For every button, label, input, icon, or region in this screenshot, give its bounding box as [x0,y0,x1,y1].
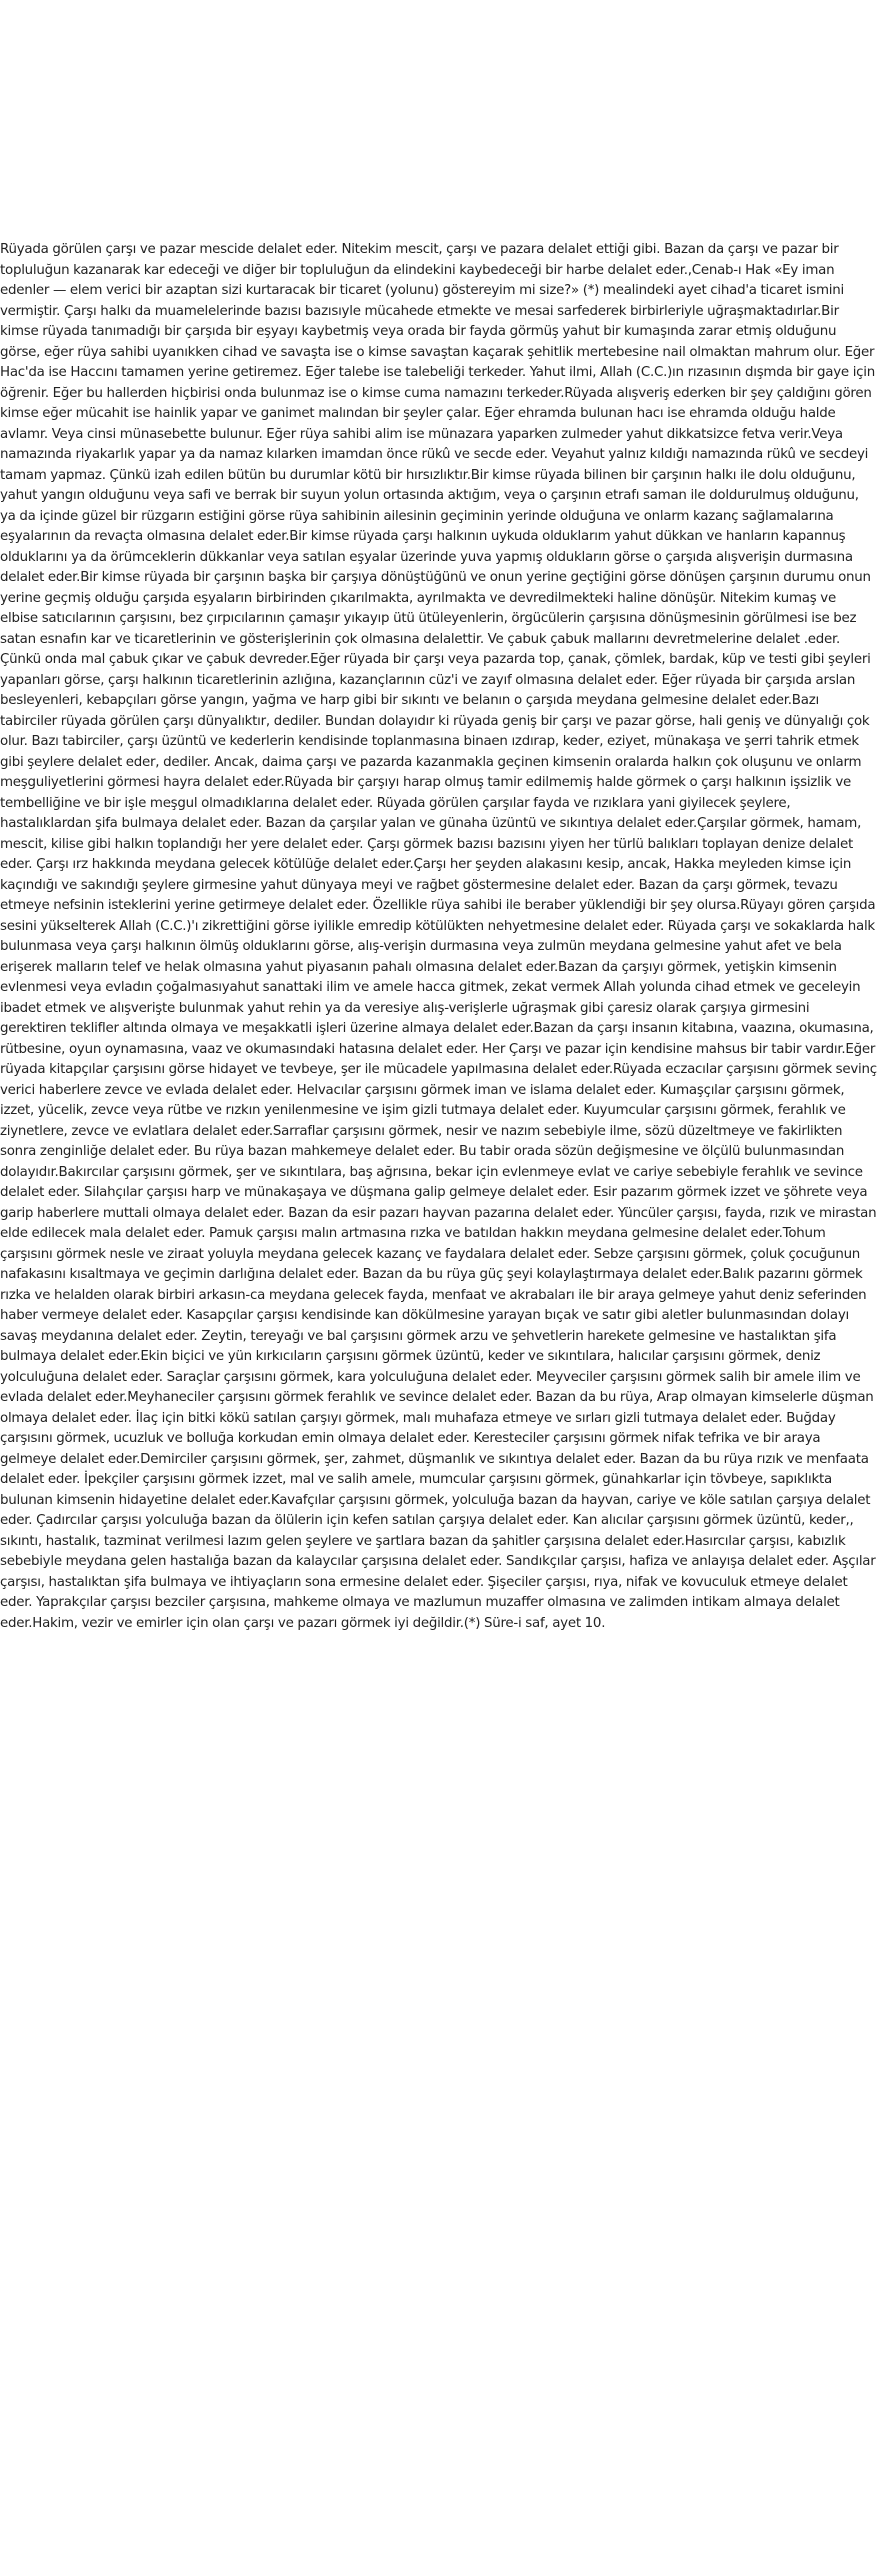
article [0,240,880,1634]
article-body: Rüyada görülen çarşı ve pazar mescide delalet eder. Nitekim mescit, çarşı ve pazara delalet ettiği gibi. Bazan da çarşı ve pazar bir topluluğun kazanarak kar edeceği ve diğer bir topluluğun da elindekini kaybedeceği bir harbe delalet eder.,Cenab-ı Hak «Ey iman edenler — elem verici bir azaptan sizi kurtaracak bir ticaret (yolunu) göstereyim mi size?» (*) mealindeki ayet cihad'a ticaret ismini vermiştir. Çarşı halkı da muamelelerinde bazısı bazısıyle mücahede etmekte ve mesai sarfederek birbirleriyle uğraşmaktadırlar.Bir kimse rüyada tanımadığı bir çarşıda bir eşyayı kaybetmiş veya orada bir fayda görmüş yahut bir kumaşında zarar etmiş olduğunu görse, eğer rüya sahibi uyanıkken cihad ve savaşta ise o kimse savaştan kaçarak şehitlik mertebesine nail olmaktan mahrum olur. Eğer Hac'da ise Haccını tamamen yerine getiremez. Eğer talebe ise talebeliği terkeder. Yahut ilmi, Allah (C.C.)ın rızasının dışmda bir gaye için öğrenir. Eğer bu hallerden hiçbirisi onda bulunmaz ise o kimse cuma namazını terkeder.Rüyada alışveriş ederken bir şey çaldığını gören kimse eğer mücahit ise hainlik yapar ve ganimet malından bir şeyler çalar. Eğer ehramda bulunan hacı ise ehramda olduğu halde avlamr. Veya cinsi münasebette bulunur. Eğer rüya sahibi alim ise münazara yaparken zulmeder yahut dikkatsizce fetva verir.Veya namazında riyakarlık yapar ya da namaz kılarken imamdan önce rükû ve secde eder. Veyahut yalnız kıldığı namazında rükû ve secdeyi tamam yapmaz. Çünkü izah edilen bütün bu durumlar kötü bir hırsızlıktır.Bir kimse rüyada bilinen bir çarşının halkı ile dolu olduğunu, yahut yangın olduğunu veya safi ve berrak bir suyun yolun ortasında aktığım, veya o çarşının etrafı saman ile doldurulmuş olduğunu, ya da içinde güzel bir rüzgarın estiğini görse rüya sahibinin ailesinin geçiminin yerinde olduğuna ve onlarm kazanç sağlamalarına eşyalarının da revaçta olmasına delalet eder.Bir kimse rüyada çarşı halkının uykuda olduklarım yahut dükkan ve hanların kapannuş olduklarını ya da örümceklerin dükkanlar veya satılan eşyalar üzerinde yuva yapmış oldukların görse o çarşıda alışverişin durmasına delalet eder.Bir kimse rüyada bir çarşının başka bir çarşıya dönüştüğünü ve onun yerine geçtiğini görse dönüşen çarşının durumu onun yerine geçmiş olduğu çarşıda eşyaların birbirinden çıkarılmakta, ayrılmakta ve devredilmekteki haline dönüşür. Nitekim kumaş ve elbise satıcılarının çarşısını, bez çırpıcılarının çamaşır yıkayıp ütü ütüleyenlerin, örgücülerin çarşısına dönüşmesinin görülmesi ise bez satan esnafın kar ve ticaretlerinin ve gösterişlerinin çok olmasına delalettir. Ve çabuk çabuk mallarını devretmelerine delalet .eder. Çünkü onda mal çabuk çıkar ve çabuk devreder.Eğer rüyada bir çarşı veya pazarda top, çanak, çömlek, bardak, küp ve testi gibi şeyleri yapanları görse, çarşı halkının ticaretlerinin azlığına, kazançlarının cüz'i ve zayıf olmasına delalet eder. Eğer rüyada bir çarşıda arslan besleyenleri, kebapçıları görse yangın, yağma ve harp gibi bir sıkıntı ve belanın o çarşıda meydana gelmesine delalet eder.Bazı tabirciler rüyada görülen çarşı dünyalıktır, dediler. Bundan dolayıdır ki rüyada geniş bir çarşı ve pazar görse, hali geniş ve dünyalığı çok olur. Bazı tabirciler, çarşı üzüntü ve kederlerin kendisinde toplanmasına binaen ızdırap, keder, eziyet, münakaşa ve şerri tahrik etmek gibi şeylere delalet eder, dediler. Ancak, daima çarşı ve pazarda kazanmakla geçinen kimsenin oralarda halkın çok oluşunu ve onlarm meşguliyetlerini görmesi hayra delalet eder.Rüyada bir çarşıyı harap olmuş tamir edilmemiş halde görmek o çarşı halkının işsizlik ve tembelliğine ve bir işle meşgul olmadıklarına delalet eder. Rüyada görülen çarşılar fayda ve rızıklara yani giyilecek şeylere, hastalıklardan şifa bulmaya delalet eder. Bazan da çarşılar yalan ve günaha üzüntü ve sıkıntıya delalet eder.Çarşılar görmek, hamam, mescit, kilise gibi halkın toplandığı her yere delalet eder. Çarşı görmek bazısı bazısını yiyen her türlü balıkları toplayan denize delalet eder. Çarşı ırz hakkında meydana gelecek kötülüğe delalet eder.Çarşı her şeyden alakasını kesip, ancak, Hakka meyleden kimse için kaçındığı ve sakındığı şeylere girmesine yahut dünyaya meyi ve rağbet göstermesine delalet eder. Bazan da çarşı görmek, tevazu etmeye nefsinin isteklerini yerine getirmeye delalet eder. Özellikle rüya sahibi ile beraber yüklendiği bir şey olursa.Rüyayı gören çarşıda sesini yükselterek Allah (C.C.)'ı zikrettiğini görse iyilikle emredip kötülükten nehyetmesine delalet eder. Rüyada çarşı ve sokaklarda halk bulunmasa veya çarşı halkının ölmüş olduklarını görse, alış-verişin durmasına veya zulmün meydana gelmesine yahut afet ve bela erişerek malların telef ve helak olmasına yahut piyasanın pahalı olmasına delalet eder.Bazan da çarşıyı görmek, yetişkin kimsenin evlenmesi veya evladın çoğalmasıyahut sanattaki ilim ve amele hacca gitmek, zekat vermek Allah yolunda cihad etmek ve geceleyin ibadet etmek ve alışverişte bulunmak yahut rehin ya da veresiye alış-verişlerle uğraşmak gibi çaresiz olarak çarşıya girmesini gerektiren teklifler altında olmaya ve meşakkatli işleri üzerine almaya delalet eder.Bazan da çarşı insanın kitabına, vaazına, okumasına, rütbesine, oyun oynamasına, vaaz ve okumasındaki hatasına delalet eder. Her Çarşı ve pazar için kendisine mahsus bir tabir vardır.Eğer rüyada kitapçılar çarşısını görse hidayet ve tevbeye, şer ile mücadele yapılmasına delalet eder.Rüyada eczacılar çarşısını görmek sevinç verici haberlere zevce ve evlada delalet eder. Helvacılar çarşısını görmek iman ve islama delalet eder. Kumaşçılar çarşısını görmek, izzet, yücelik, zevce veya rütbe ve rızkın yenilenmesine ve işim gizli tutmaya delalet eder. Kuyumcular çarşısını görmek, ferahlık ve ziynetlere, zevce ve evlatlara delalet eder.Sarraflar çarşısını görmek, nesir ve nazım sebebiyle ilme, sözü düzeltmeye ve fakirlikten sonra zenginliğe delalet eder. Bu rüya bazan mahkemeye delalet eder. Bu tabir orada sözün değişmesine ve ölçülü bulunmasından dolayıdır.Bakırcılar çarşısını görmek, şer ve sıkıntılara, baş ağrısına, bekar için evlenmeye evlat ve cariye sebebiyle ferahlık ve sevince delalet eder. Silahçılar çarşısı harp ve münakaşaya ve düşmana galip gelmeye delalet eder. Esir pazarım görmek izzet ve şöhrete veya garip haberlere muttali olmaya delalet eder. Bazan da esir pazarı hayvan pazarına delalet eder. Yüncüler çarşısı, fayda, rızık ve mirastan elde edilecek mala delalet eder. Pamuk çarşısı malın artmasına rızka ve batıldan hakkın meydana gelmesine delalet eder.Tohum çarşısını görmek nesle ve ziraat yoluyla meydana gelecek kazanç ve faydalara delalet eder. Sebze çarşısını görmek, çoluk çocuğunun nafakasını kısaltmaya ve geçimin darlığına delalet eder. Bazan da bu rüya güç şeyi kolaylaştırmaya delalet eder.Balık pazarını görmek rızka ve helalden olarak birbiri arkasın-ca meydana gelecek fayda, menfaat ve akrabaları ile bir araya gelmeye yahut deniz seferinden haber vermeye delalet eder. Kasapçılar çarşısı kendisinde kan dökülmesine yarayan bıçak ve satır gibi aletler bulunmasından dolayı savaş meydanına delalet eder. Zeytin, tereyağı ve bal çarşısını görmek arzu ve şehvetlerin harekete gelmesine ve hastalıktan şifa bulmaya delalet eder.Ekin biçici ve yün kırkıcıların çarşısını görmek üzüntü, keder ve sıkıntılara, halıcılar çarşısını görmek, deniz yolculuğuna delalet eder. Saraçlar çarşısını görmek, kara yolculuğuna delalet eder. Meyveciler çarşısını görmek salih bir amele ilim ve evlada delalet eder.Meyhaneciler çarşısını görmek ferahlık ve sevince delalet eder. Bazan da bu rüya, Arap olmayan kimselerle düşman olmaya delalet eder. İlaç için bitki kökü satılan çarşıyı görmek, malı muhafaza etmeye ve sırları gizli tutmaya delalet eder. Buğday çarşısını görmek, ucuzluk ve bolluğa korkudan emin olmaya delalet eder. Keresteciler çarşısını görmek nifak tefrika ve bir araya gelmeye delalet eder.Demirciler çarşısını görmek, şer, zahmet, düşmanlık ve sıkıntıya delalet eder. Bazan da bu rüya rızık ve menfaata delalet eder. İpekçiler çarşısını görmek izzet, mal ve salih amele, mumcular çarşısını görmek, günahkarlar için tövbeye, sapıklıkta bulunan kimsenin hidayetine delalet eder.Kavafçılar çarşısını görmek, yolculuğa bazan da hayvan, cariye ve köle satılan çarşıya delalet eder. Çadırcılar çarşısı yolculuğa bazan da ölülerin için kefen satılan çarşıya delalet eder. Kan alıcılar çarşısını görmek üzüntü, keder,, sıkıntı, hastalık, tazminat verilmesi lazım gelen şeylere ve şartlara bazan da şahitler çarşısına delalet eder.Hasırcılar çarşısı, kabızlık sebebiyle meydana gelen hastalığa bazan da kalaycılar çarşısına delalet eder. Sandıkçılar çarşısı, hafiza ve anlayışa delalet eder. Aşçılar çarşısı, hastalıktan şifa bulmaya ve ihtiyaçların sona ermesine delalet eder. Şişeciler çarşısı, rıya, nifak ve kovuculuk etmeye delalet eder. Yaprakçılar çarşısı bezciler çarşısına, mahkeme olmaya ve mazlumun muzaffer olmasına ve zalimden intikam almaya delalet eder.Hakim, vezir ve emirler için olan çarşı ve pazarı görmek iyi değildir.(*) Süre-i saf, ayet 10. [0,242,877,1631]
